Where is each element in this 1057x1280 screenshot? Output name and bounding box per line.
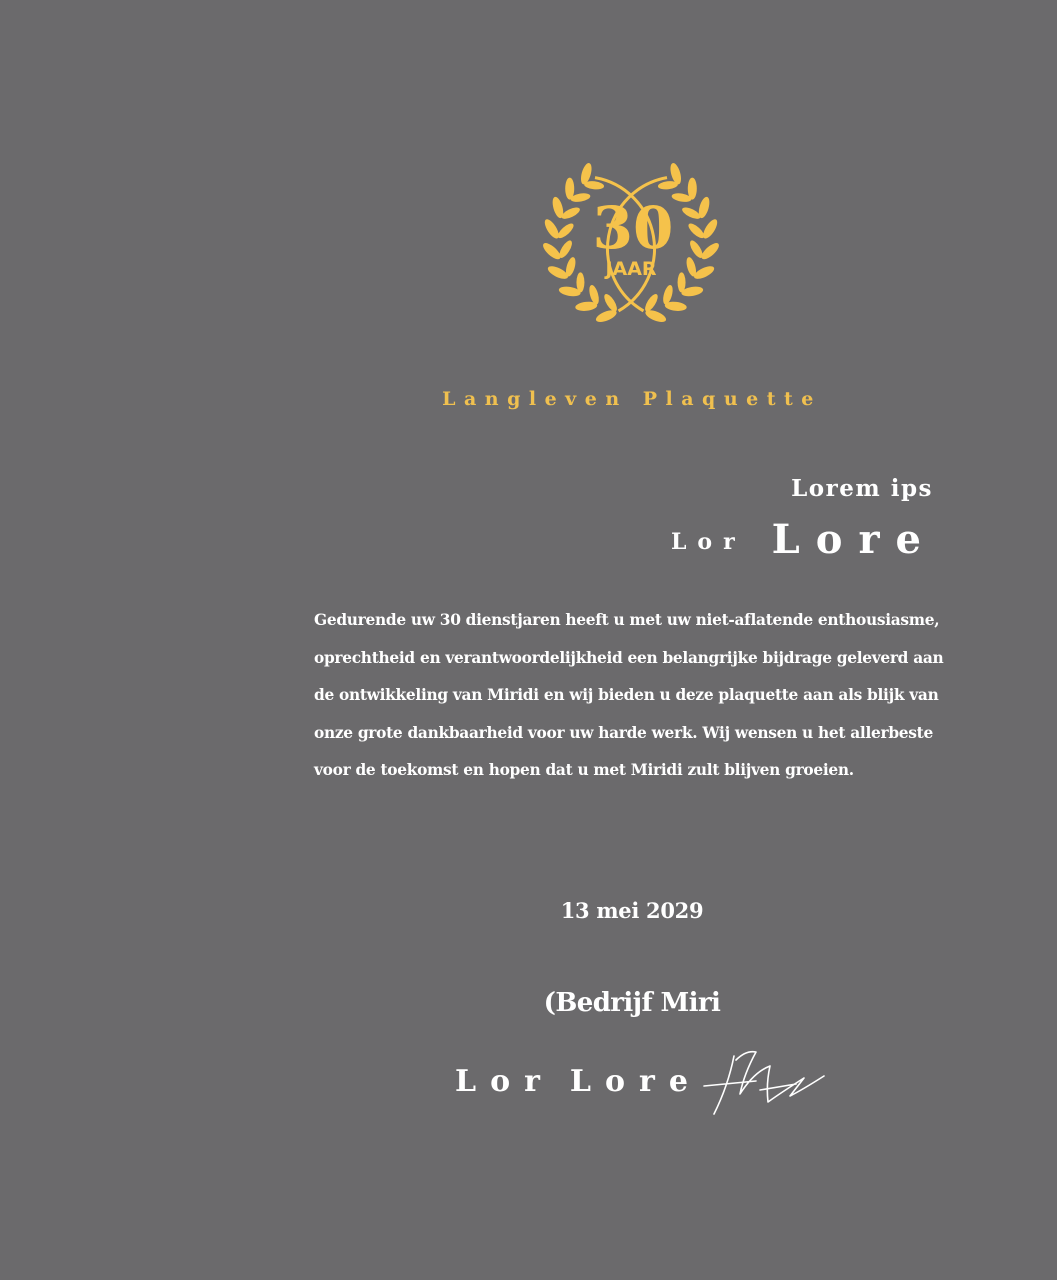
wreath-leaf — [576, 272, 584, 292]
wreath-leaf — [643, 292, 660, 313]
recipient-name — [671, 516, 937, 563]
emblem-unit: JAAR — [605, 258, 657, 280]
body-text: Gedurende uw 30 dienstjaren heeft u met uw niet-aflatende enthousiasme, oprechtheid en verantwoordelijkheid een belangrijke bijdrage geleverd aan de ontwikkeling van Miridi en wij bieden u deze plaquette aan als blijk van onze grote dankbaarheid voor uw harde werk. Wij wensen u het allerbeste voor de toekomst en hopen dat u met Miridi zult blijven groeien. — [314, 611, 944, 780]
signature-scribble-icon — [700, 1044, 826, 1118]
laurel-wreath-icon — [536, 158, 726, 336]
emblem-number: 30 — [592, 194, 674, 262]
wreath-leaf — [556, 221, 576, 240]
wreath-leaf — [681, 205, 702, 221]
laurel-wreath-emblem — [536, 158, 726, 336]
award-date: 13 mei 2029 — [560, 898, 704, 923]
signer-last-name: Lore — [569, 1064, 702, 1099]
signer-name — [455, 1064, 702, 1099]
wreath-leaf — [678, 272, 686, 292]
company-name: (Bedrijf Miri — [543, 988, 721, 1018]
wreath-leaf — [541, 240, 563, 261]
wreath-leaf — [686, 221, 706, 240]
wreath-leaf — [699, 240, 721, 261]
signer-first-name: Lor — [455, 1064, 554, 1099]
wreath-leaf — [557, 239, 574, 260]
wreath-leaf — [602, 292, 619, 313]
recipient-last-name: Lore — [771, 516, 937, 563]
wreath-leaf — [688, 239, 705, 260]
recipient-top-line: Lorem ips — [791, 475, 933, 502]
wreath-leaf — [560, 205, 581, 221]
recipient-first-name: Lor — [670, 529, 746, 555]
plaque-title: Langleven Plaquette — [442, 388, 822, 410]
